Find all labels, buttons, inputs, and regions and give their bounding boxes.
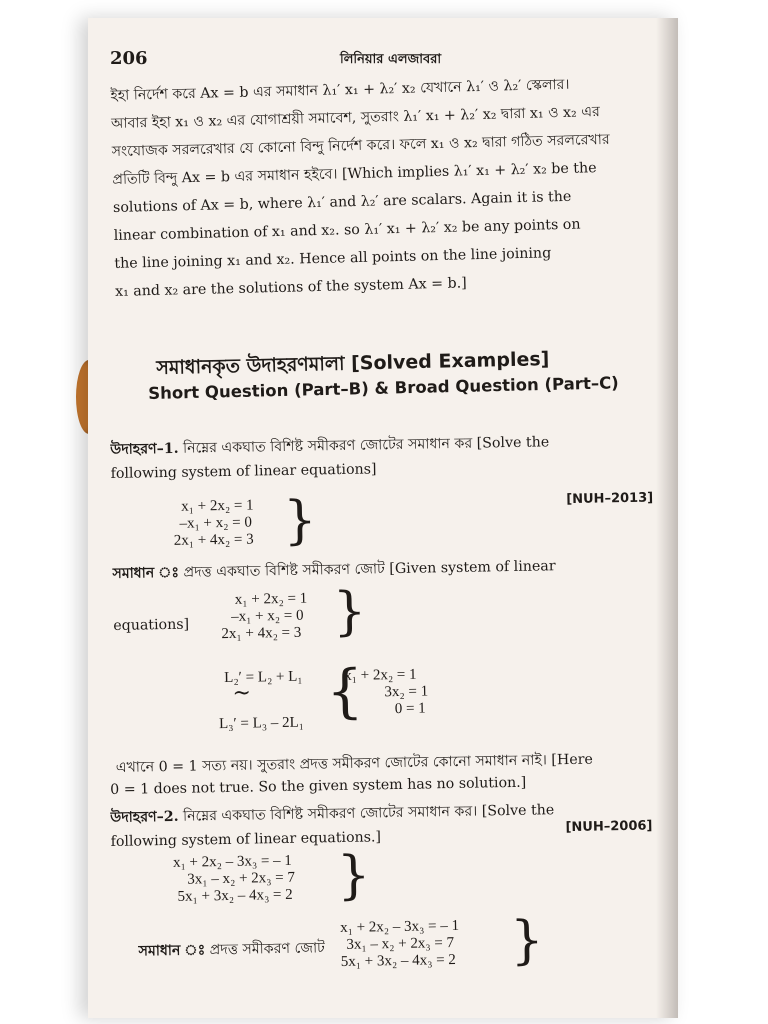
example-1-reference: [NUH–2013]	[566, 490, 654, 508]
intro-line: ইহা নির্দেশ করে Ax = b এর সমাধান λ₁′ x₁ + λ₂′ x₂ যেখানে λ₁′ ও λ₂′ স্কেলার।	[110, 76, 570, 104]
intro-line: x₁ and x₂ are the solutions of the system Ax = b.]	[114, 275, 467, 300]
example-1-statement-line2: following system of linear equations]	[110, 461, 377, 482]
right-brace-icon: }	[509, 910, 545, 972]
right-brace-icon: }	[282, 490, 318, 551]
equation: 2x₁ + 4x₂ = 3	[221, 624, 302, 643]
intro-line: প্রতিটি বিন্দু Ax = b এর সমাধান হইবে। [Which implies λ₁′ x₁ + λ₂′ x₂ be the	[112, 160, 597, 188]
intro-line: solutions of Ax = b, where λ₁′ and λ₂′ are scalars. Again it is the	[112, 188, 572, 216]
example-1-reduced-system	[344, 666, 429, 718]
equation: 3x₂ = 1	[384, 683, 429, 701]
intro-line: সংযোজক সরলরেখার যে কোনো বিন্দু নির্দেশ করে। ফলে x₁ ও x₂ দ্বারা গঠিত সরলরেখার	[111, 131, 610, 160]
equation: 5x₁ + 3x₂ – 4x₃ = 2	[340, 951, 456, 970]
equation: 0 = 1	[394, 700, 426, 718]
page-number: 206	[110, 48, 148, 69]
intro-line: the line joining x₁ and x₂. Hence all points on the line joining	[114, 245, 552, 272]
solution-label: সমাধান ঃ	[138, 942, 206, 960]
example-2-reference: [NUH–2006]	[565, 818, 653, 836]
example-1-conclusion: এখানে 0 = 1 সত্য নয়। সুতরাং প্রদত্ত সমীকরণ জোটের কোনো সমাধান নাই। [Here	[115, 751, 593, 776]
intro-line: linear combination of x₁ and x₂. so λ₁′ x₁ + λ₂′ x₂ be any points on	[113, 216, 581, 244]
section-title: সমাধানকৃত উদাহরণমালা [Solved Examples]	[156, 348, 550, 379]
example-2-label: উদাহরণ–2.	[110, 808, 179, 826]
equation: –x₁ + x₂ = 0	[231, 607, 304, 625]
example-1	[110, 429, 658, 778]
section-subtitle: Short Question (Part–B) & Broad Question (Part–C)	[148, 373, 619, 403]
tilde-icon: ∼	[232, 680, 252, 706]
solution-label: সমাধান ঃ	[112, 564, 180, 582]
solution-text: প্রদত্ত একঘাত বিশিষ্ট সমীকরণ জোট [Given system of linear	[183, 558, 556, 581]
example-2-statement-text: নিম্নের একঘাত বিশিষ্ট সমীকরণ জোটের সমাধান কর। [Solve the	[182, 802, 555, 825]
equation: x₁ + 2x₂ = 1	[181, 497, 254, 515]
equation: 2x₁ + 4x₂ = 3	[173, 531, 254, 549]
running-title: লিনিয়ার এলজাবরা	[340, 52, 442, 67]
example-2-statement-line2: following system of linear equations.]	[110, 829, 382, 850]
equation: –x₁ + x₂ = 0	[179, 514, 253, 532]
equation: x₁ + 2x₂ = 1	[234, 590, 308, 608]
solution-text-2: equations]	[113, 616, 190, 634]
right-brace-icon: }	[336, 845, 371, 907]
example-1-equations	[173, 498, 254, 550]
example-2-equations	[173, 853, 295, 906]
solution-text: প্রদত্ত সমীকরণ জোট	[209, 940, 325, 959]
row-operation: L₃′ = L₃ – 2L₁	[218, 714, 305, 733]
row-operation: L₂′ = L₂ + L₁	[224, 668, 303, 687]
equation: 3x₁ – x₂ + 2x₃ = 7	[187, 869, 296, 888]
intro-paragraph	[110, 69, 657, 306]
book-page	[88, 18, 678, 1018]
equation: 3x₁ – x₂ + 2x₃ = 7	[346, 935, 455, 953]
right-brace-icon: }	[332, 581, 367, 643]
example-2-solution	[138, 936, 325, 963]
example-1-given-equations	[221, 591, 308, 643]
conclusion-line-2: 0 = 1 does not true. So the given system has no solution.]	[110, 774, 527, 798]
example-1-solution	[112, 553, 654, 586]
example-2-given-equations	[340, 918, 460, 971]
page-header	[110, 48, 648, 72]
left-brace-icon: {	[325, 656, 364, 726]
intro-line: আবার ইহা x₁ ও x₂ এর যোগাশ্রয়ী সমাবেশ, সুতরাং λ₁′ x₁ + λ₂′ x₂ দ্বারা x₁ ও x₂ এর	[110, 104, 601, 132]
equation: x₁ + 2x₂ – 3x₃ = – 1	[340, 917, 460, 937]
example-2	[110, 797, 655, 1006]
equation: 5x₁ + 3x₂ – 4x₃ = 2	[177, 886, 293, 905]
equation: x₁ + 2x₂ = 1	[344, 666, 417, 684]
example-1-label: উদাহরণ–1.	[110, 440, 179, 458]
equation: x₁ + 2x₂ – 3x₃ = – 1	[172, 852, 292, 871]
example-1-statement-text: নিম্নের একঘাত বিশিষ্ট সমীকরণ জোটের সমাধান কর [Solve the	[182, 434, 550, 457]
